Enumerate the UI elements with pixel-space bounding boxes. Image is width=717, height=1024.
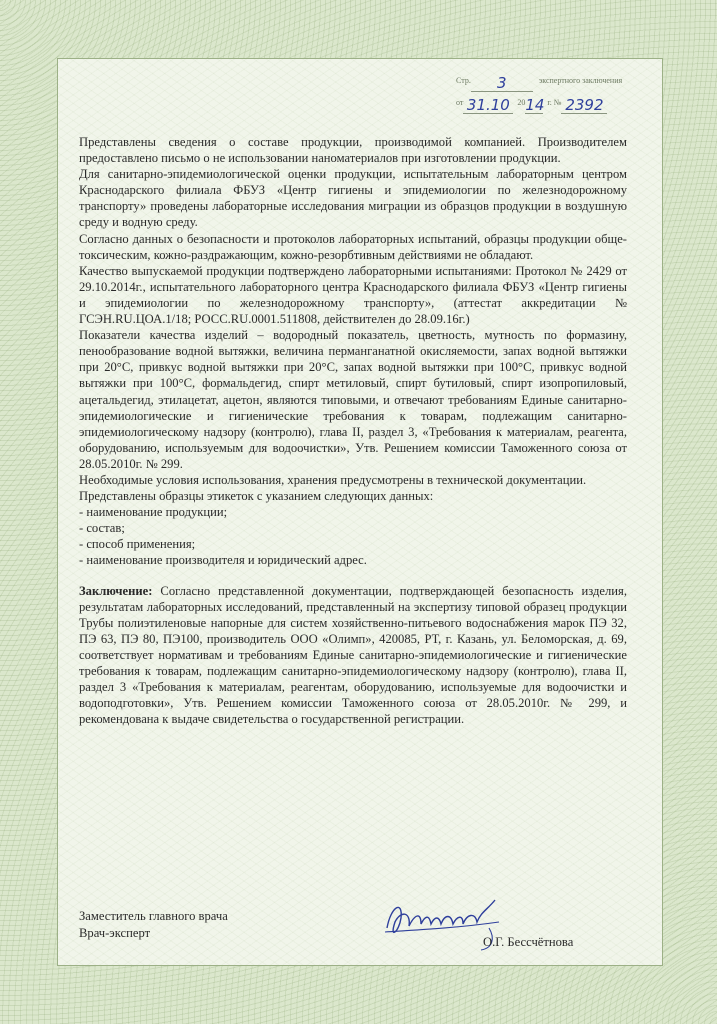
page-number-row <box>456 70 646 92</box>
paragraph-quality-protocol: Качество выпускаемой продукции подтверждено лабораторными испытаниями: Протокол № 2429 от 29.10.2014г., испытательного лабораторного центра Краснодарского филиала ФБУЗ «Центр гигиены и эпидемиологии по железнодорожному транспорту», (аттестат аккредитации № ГСЭН.RU.ЦОА.1/18; РОСС.RU.0001.511808, действителен до 28.09.16г.) <box>79 263 627 327</box>
page-number: 3 <box>471 75 533 92</box>
page-suffix: экспертного заключения <box>538 76 623 85</box>
label-item: - состав; <box>79 521 125 536</box>
paragraph-quality-indicators: Показатели качества изделий – водородный показатель, цветность, мутность по формазину, пенообразование водной вытяжки, величина перманганатной окисляемости, запах водной вытяжки при 20°С, привкус водной вытяжки при 20°С, запах водной вытяжки при 100°С, привкус водной вытяжки при 100°С, формальдегид, спирт метиловый, спирт бутиловый, спирт изопропиловый, ацетальдегид, этилацетат, ацетон, являются типовыми, и отвечают требованиям Единые санитарно-эпидемиологические и гигиенические требования к товарам, подлежащим санитарно-эпидемиологическому надзору (контролю), глава II, раздел 3, «Требования к материалам, реагента, оборудованию, используемым для водоочистки», Утв. Решением комиссии Таможенного союза от 28.05.2010г. № 299. <box>79 328 627 471</box>
paragraph-lab-tests: Для санитарно-эпидемиологической оценки продукции, испытательным лабораторным центром Краснодарского филиала ФБУЗ «Центр гигиены и эпидемиологии по железнодорожному транспорту» проведены лабораторные исследования миграции из образцов продукции в воздушную среду и водную среду. <box>79 167 627 230</box>
year-suffix: г. № <box>547 98 562 107</box>
date-day-month: 31.10 <box>463 97 513 114</box>
paragraph-storage: Необходимые условия использования, хранения предусмотрены в технической документации. <box>79 472 587 487</box>
spacer <box>79 569 627 583</box>
label-item: - наименование производителя и юридический адрес. <box>79 553 367 568</box>
document-body <box>79 134 627 727</box>
conclusion-paragraph <box>79 583 627 728</box>
signatory-name: О.Г. Бессчётнова <box>483 935 574 949</box>
page-prefix: Стр. <box>456 76 471 85</box>
certificate-number: 2392 <box>561 97 607 114</box>
paragraph-labels-intro: Представлены образцы этикеток с указанием следующих данных: <box>79 489 434 504</box>
label-item: - способ применения; <box>79 537 196 552</box>
conclusion-text: Согласно представленной документации, подтверждающей безопасность изделия, результатам лабораторных исследований, представленный на экспертизу типовой образец продукции Трубы полиэтиленовые напорные для систем хозяйственно-питьевого водоснабжения марок ПЭ 32, ПЭ 63, ПЭ 80, ПЭ100, производитель ООО «Олимп», 420085, РТ, г. Казань, ул. Беломорская, д. 69, соответствует нормативам и требованиям Единые санитарно-эпидемиологические и гигиенические требования к товарам, подлежащим санитарно-эпидемиологическому надзору (контролю), глава II, раздел 3 «Требования к материалам, реагентам, оборудованию, используемые для водоочистки и водоподготовки», Утв. Решением комиссии Таможенного союза от 28.05.2010г. № 299, и рекомендована к выдаче свидетельства о государственной регистрации. <box>79 583 627 727</box>
page-header <box>456 70 646 114</box>
paragraph-safety: Согласно данных о безопасности и протоколов лабораторных испытаний, образцы продукции обще-токсическим, кожно-раздражающим, кожно-резорбтивным действиями не обладают. <box>79 231 627 262</box>
paragraph-composition: Представлены сведения о составе продукции, производимой компанией. Производителем предоставлено письмо о не использовании наноматериалов при изготовлении продукции. <box>79 135 627 166</box>
date-prefix: от <box>456 98 464 107</box>
date-number-row <box>456 92 646 114</box>
year-prefix: 20 <box>517 98 526 107</box>
signatory-position-1: Заместитель главного врача <box>79 909 228 923</box>
year: 14 <box>525 96 545 114</box>
conclusion-label: Заключение: <box>79 583 153 598</box>
signatory-position-2: Врач-эксперт <box>79 926 151 940</box>
signature-block <box>79 908 639 958</box>
label-item: - наименование продукции; <box>79 505 228 520</box>
